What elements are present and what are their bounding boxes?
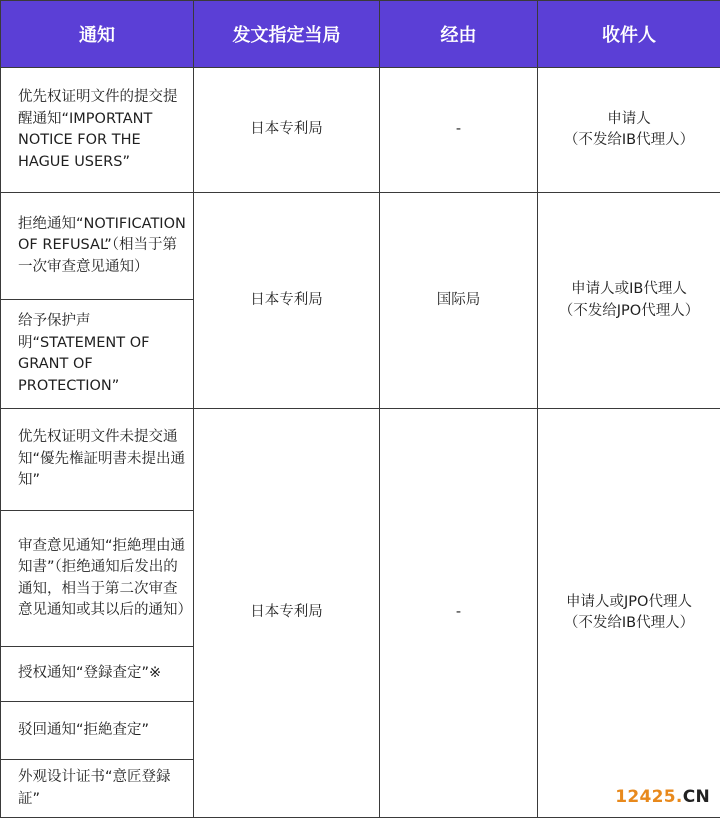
office-cell: 日本专利局	[194, 193, 380, 409]
recipient-line: 申请人	[607, 110, 651, 127]
via-cell: -	[380, 409, 538, 818]
header-notice: 通知	[1, 1, 194, 68]
recipient-line: 申请人或JPO代理人	[566, 593, 692, 610]
via-cell: -	[380, 68, 538, 193]
watermark-logo	[615, 787, 710, 807]
notice-cell: 优先权证明文件的提交提醒通知“IMPORTANT NOTICE FOR THE HAGUE USERS”	[1, 68, 194, 193]
recipient-cell	[538, 193, 720, 409]
office-cell: 日本专利局	[194, 409, 380, 818]
notice-cell: 驳回通知“拒絶査定”	[1, 702, 194, 760]
via-cell: 国际局	[380, 193, 538, 409]
watermark-number: 12425	[615, 787, 676, 807]
notice-cell: 外观设计证书“意匠登録証”	[1, 760, 194, 818]
watermark-dot: .	[675, 787, 683, 807]
header-via: 经由	[380, 1, 538, 68]
header-recipient: 收件人	[538, 1, 720, 68]
recipient-line: 申请人或IB代理人	[571, 281, 687, 297]
recipient-note: （不发给JPO代理人）	[558, 302, 700, 319]
watermark-suffix: CN	[682, 787, 710, 807]
table-row	[1, 193, 720, 300]
recipient-note: （不发给IB代理人）	[563, 615, 695, 631]
notice-cell: 授权通知“登録査定”※	[1, 647, 194, 702]
notice-cell: 拒绝通知“NOTIFICATION OF REFUSAL”（相当于第一次审查意见通知）	[1, 193, 194, 300]
table-row	[1, 68, 720, 193]
office-cell: 日本专利局	[194, 68, 380, 193]
recipient-note: （不发给IB代理人）	[563, 132, 695, 148]
table-row	[1, 409, 720, 511]
notice-cell: 优先权证明文件未提交通知“優先権証明書未提出通知”	[1, 409, 194, 511]
header-row	[1, 1, 720, 68]
header-designated-office: 发文指定当局	[194, 1, 380, 68]
recipient-cell	[538, 409, 720, 818]
recipient-cell	[538, 68, 720, 193]
notice-cell: 给予保护声明“STATEMENT OF GRANT OF PROTECTION”	[1, 300, 194, 409]
notice-cell: 审查意见通知“拒絶理由通知書”（拒绝通知后发出的通知，相当于第二次审查意见通知或其以后的通知）	[1, 511, 194, 647]
